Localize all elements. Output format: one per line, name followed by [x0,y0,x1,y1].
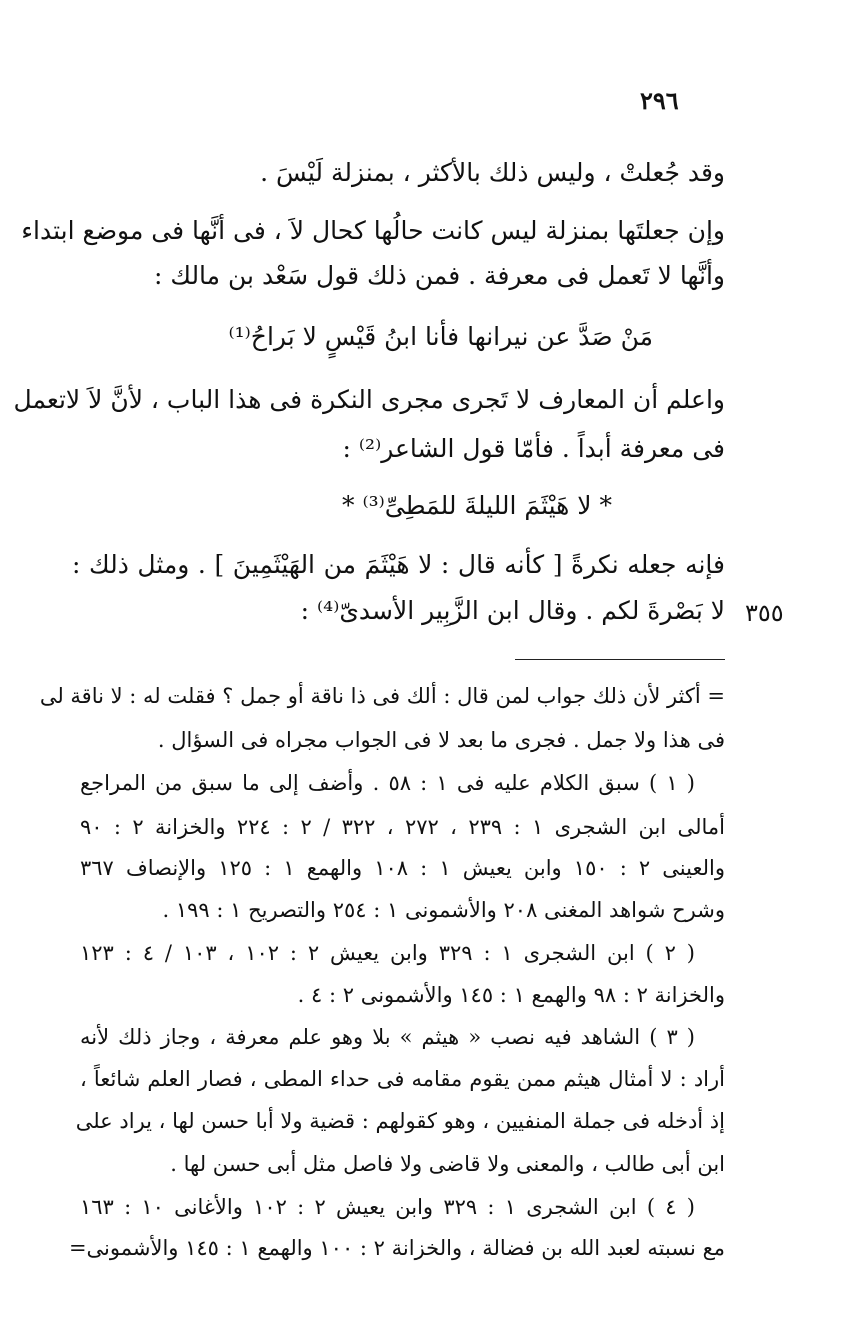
footnote-line-2: فى هذا ولا جمل . فجرى ما بعد لا فى الجواب مجراه فى السؤال . [157,728,725,752]
page-number: ٢٩٦ [640,86,679,115]
footnote-line-9: ( ٣ ) الشاهد فيه نصب « هيثم » بلا وهو علم معرفة ، وجاز ذلك لأنه [80,1025,695,1049]
footnote-line-6: وشرح شواهد المغنى ٢٠٨ والأشمونى ١ : ٢٥٤ والتصريح ١ : ١٩٩ . [162,898,725,922]
footnote-line-12: ابن أبى طالب ، والمعنى ولا قاضى ولا فاصل مثل أبى حسن لها . [170,1152,725,1176]
text-line-5: فى معرفة أبداً . فأمّا قول الشاعر⁽²⁾ : [342,434,725,463]
text-line-2: وإن جعلتَها بمنزلة ليس كانت حالُها كحال لاَ ، فى أنَّها فى موضع ابتداء [21,216,725,245]
text-line-6: فإنه جعله نكرةً [ كأنه قال : لا هَيْثَمَ من الهَيْثَمِينَ ] . ومثل ذلك : [72,550,725,579]
text-line-1: وقد جُعلتْ ، وليس ذلك بالأكثر ، بمنزلة لَيْسَ . [260,158,725,187]
footnote-line-7: ( ٢ ) ابن الشجرى ١ : ٣٢٩ وابن يعيش ٢ : ١٠٢ ، ١٠٣ / ٤ : ١٢٣ [80,941,695,965]
verse-line-2: * لا هَيْثَمَ الليلةَ للمَطِىِّ⁽³⁾ * [342,491,612,520]
footnote-separator [515,659,725,660]
text-line-7: لا بَصْرةَ لكم . وقال ابن الزَّبِير الأسدىّ⁽⁴⁾ : [300,596,725,625]
footnote-line-11: إذ أدخله فى جملة المنفيين ، وهو كقولهم : قضية ولا أبا حسن لها ، يراد على [75,1109,725,1133]
margin-number: ٣٥٥ [745,599,784,627]
footnote-line-10: أراد : لا أمثال هيثم ممن يقوم مقامه فى حداء المطى ، فصار العلم شائعاً ، [80,1067,725,1091]
footnote-line-1: = أكثر لأن ذلك جواب لمن قال : ألك فى ذا ناقة أو جمل ؟ فقلت له : لا ناقة لى [39,684,725,708]
text-line-4: واعلم أن المعارف لا تَجرى مجرى النكرة فى هذا الباب ، لأنَّ لاَ لاتعمل [13,385,725,414]
footnote-line-14: مع نسبته لعبد الله بن فضالة ، والخزانة ٢ : ١٠٠ والهمع ١ : ١٤٥ والأشمونى= [68,1236,725,1260]
footnote-line-8: والخزانة ٢ : ٩٨ والهمع ١ : ١٤٥ والأشمونى ٢ : ٤ . [297,983,725,1007]
footnote-line-5: والعينى ٢ : ١٥٠ وابن يعيش ١ : ١٠٨ والهمع ١ : ١٢٥ والإنصاف ٣٦٧ [80,856,725,880]
footnote-line-4: أمالى ابن الشجرى ١ : ٢٣٩ ، ٢٧٢ ، ٣٢٢ / ٢ : ٢٢٤ والخزانة ٢ : ٩٠ [80,815,725,839]
text-line-3: وأنَّها لا تَعمل فى معرفة . فمن ذلك قول سَعْد بن مالك : [154,261,725,290]
verse-line-1: مَنْ صَدَّ عن نيرانها فأنا ابنُ قَيْسٍ لا بَراحُ⁽¹⁾ [228,322,653,351]
footnote-line-3: ( ١ ) سبق الكلام عليه فى ١ : ٥٨ . وأضف إلى ما سبق من المراجع [80,771,695,795]
footnote-line-13: ( ٤ ) ابن الشجرى ١ : ٣٢٩ وابن يعيش ٢ : ١٠٢ والأغانى ١٠ : ١٦٣ [80,1195,695,1219]
